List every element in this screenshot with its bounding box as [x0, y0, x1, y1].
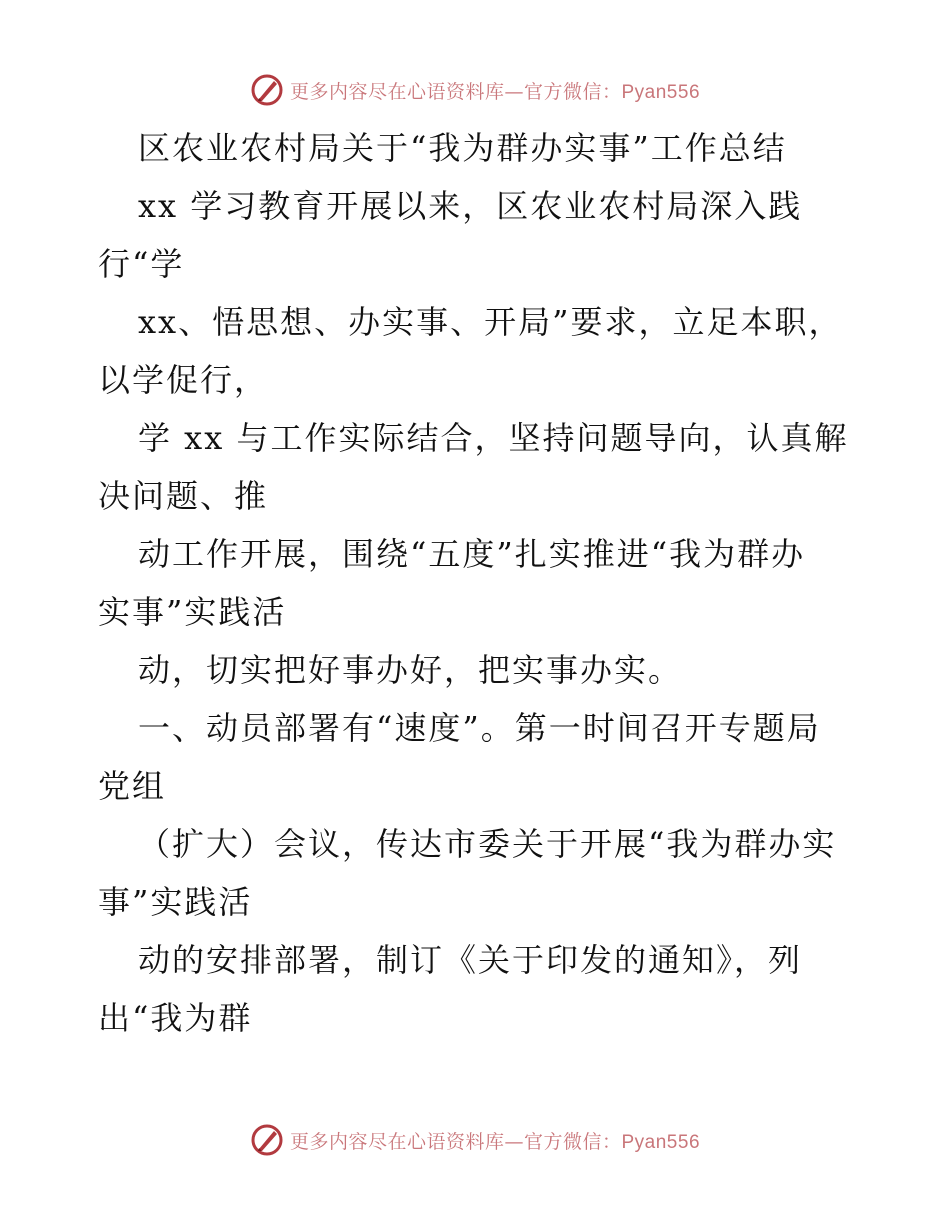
text-line: 学 xx 与工作实际结合，坚持问题导向，认真解	[138, 419, 849, 457]
text-line: （扩大）会议，传达市委关于开展“我为群办实	[138, 825, 837, 863]
text-line: 实事”实践活	[98, 593, 287, 631]
text-line: 行“学	[98, 245, 185, 283]
quill-logo-icon	[250, 1123, 284, 1157]
quill-logo-icon	[250, 73, 284, 107]
watermark-id: Pyan556	[621, 81, 701, 103]
footer-watermark	[0, 1120, 950, 1160]
document-title: 区农业农村局关于“我为群办实事”工作总结	[138, 129, 787, 167]
text-line: 出“我为群	[98, 999, 253, 1037]
text-line: xx 学习教育开展以来，区农业农村局深入践	[138, 187, 803, 225]
watermark-text: 更多内容尽在心语资料库—官方微信：Pyan556	[289, 1130, 701, 1153]
watermark-text: 更多内容尽在心语资料库—官方微信：Pyan556	[289, 80, 701, 103]
section-heading: 一、动员部署有“速度”。第一时间召开专题局	[138, 709, 821, 747]
watermark-id: Pyan556	[621, 1131, 701, 1153]
text-line: 动工作开展，围绕“五度”扎实推进“我为群办	[138, 535, 806, 573]
text-line: 动，切实把好事办好，把实事办实。	[138, 651, 683, 689]
text-line: 决问题、推	[98, 477, 269, 515]
text-line: 以学促行，	[98, 361, 269, 399]
text-line: xx、悟思想、办实事、开局”要求，立足本职，	[138, 303, 843, 341]
text-line: 动的安排部署，制订《关于印发的通知》，列	[138, 941, 803, 979]
header-watermark	[0, 70, 950, 110]
text-line: 事”实践活	[98, 883, 253, 921]
text-line: 党组	[98, 767, 167, 805]
